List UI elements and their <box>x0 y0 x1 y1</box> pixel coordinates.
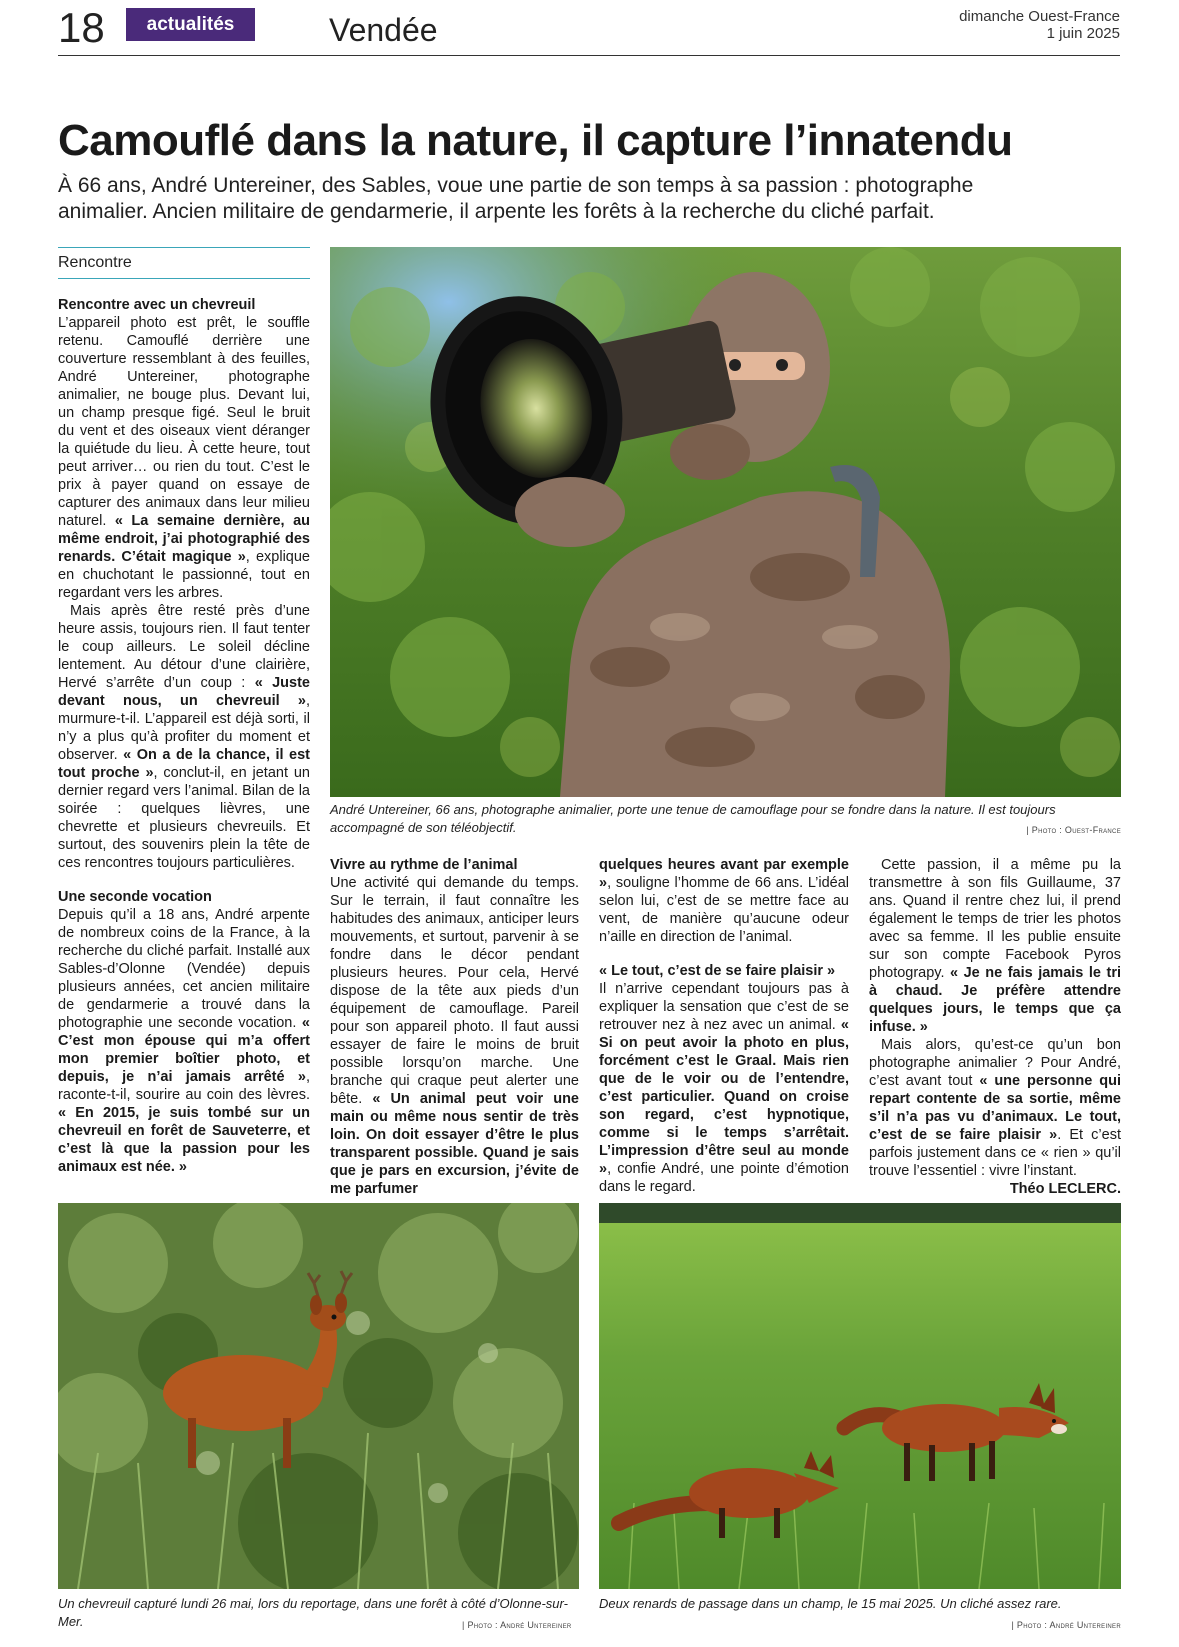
paragraph: quelques heures avant par exemple », souligne l’homme de 66 ans. L’idéal selon lui, c’est de se mettre face au vent, de manière qu’aucune odeur n’aille en direction de l’animal. <box>599 857 849 945</box>
paragraph: Il n’arrive cependant toujours pas à expliquer la sensation que c’est de se retrouver nez à nez avec un animal. « Si on peut avoir la photo en plus, forcément c’est le Graal. Mais rien que de le voir ou de l’entendre, c’est particulier. Quand on croise son regard, c’est hypnotique, comme si le temps s’arrêtait. L’impression d’être seul au monde », confie André, une pointe d’émotion dans le regard. <box>599 981 849 1195</box>
main-photo-caption: André Untereiner, 66 ans, photographe animalier, porte une tenue de camouflage pour se fondre dans la nature. Il est toujours accompagné de son téléobjectif. <box>330 802 1056 835</box>
paragraph: Cette passion, il a même pu la transmettre à son fils Guillaume, 37 ans. Quand il rentre chez lui, il prend également le temps de trier les photos avec sa femme. Il les publie ensuite sur son compte Facebook Pyros photograpy. « Je ne fais jamais le tri à chaud. Je préfère attendre quelques jours, le temps que ça infuse. » <box>869 857 1121 1035</box>
page-number: 18 <box>58 4 105 51</box>
column-1 <box>58 296 310 1176</box>
subheading-3: Vivre au rythme de l’animal <box>330 857 518 873</box>
main-photo-credit: | Photo : Ouest-France <box>1026 825 1121 835</box>
paragraph: Depuis qu’il a 18 ans, André arpente de nombreux coins de la France, à la recherche du cliché parfait. Installé aux Sables-d’Olonne (Vendée) depuis plusieurs années, cet ancien militaire de gendarmerie a trouvé dans la photographie une seconde vocation. « C’est mon épouse qui m’a offert mon premier boîtier photo, et depuis, je n’ai jamais arrêté », raconte-t-il, sourire au coin des lèvres. « En 2015, je suis tombé sur un chevreuil en forêt de Sauveterre, et c’est là que la passion pour les animaux est née. » <box>58 907 310 1175</box>
deer-photo <box>58 1203 579 1589</box>
rubric-badge: actualités <box>126 8 255 41</box>
fox-photo-credit: | Photo : André Untereiner <box>1011 1620 1121 1630</box>
author-signature: Théo LECLERC. <box>1009 1181 1121 1197</box>
column-2 <box>330 856 579 1198</box>
paragraph: L’appareil photo est prêt, le souffle retenu. Camouflé derrière une couverture ressemblant à des feuilles, André Untereiner, photographe animalier, ne bouge plus. Devant lui, un champ presque figé. Seul le bruit du vent et des oiseaux vient déranger la quiétude du lieu. À cette heure, tout peut arriver… ou rien du tout. C’est le prix à payer quand on essaye de capturer des animaux dans leur milieu naturel. « La semaine dernière, au même endroit, j’ai photographié des renards. C’était magique », explique en chuchotant le passionné, tout en regardant vers les arbres. <box>58 315 310 601</box>
fox-illustration <box>599 1203 1121 1589</box>
column-3 <box>599 856 849 1196</box>
page-header <box>58 6 1120 56</box>
article-title: Camouflé dans la nature, il capture l’innatendu <box>58 116 1013 165</box>
photographer-photo <box>330 247 1121 797</box>
deer-photo-caption: Un chevreuil capturé lundi 26 mai, lors du reportage, dans une forêt à côté d’Olonne-sur-Mer. <box>58 1596 568 1629</box>
subheading-4: « Le tout, c’est de se faire plaisir » <box>599 963 836 979</box>
column-4 <box>869 856 1121 1198</box>
paragraph: Une activité qui demande du temps. Sur le terrain, il faut connaître les habitudes des animaux, anticiper leurs mouvements, et surtout, parvenir à se fondre dans le décor pendant plusieurs heures. Pour cela, Hervé dispose de la tête aux pieds d’un équipement de camouflage. Pareil pour son appareil photo. Il faut aussi essayer de faire le moins de bruit possible lorsqu’on marche. Une branche qui craque peut alerter une bête. « Un animal peut voir une main ou même nous sentir de très loin. On doit essayer d’être le plus transparent possible. Quand je sais que je pars en excursion, j’évite de me parfumer <box>330 875 579 1197</box>
date-line-1: dimanche Ouest-France <box>959 8 1120 25</box>
deer-illustration <box>58 1203 579 1589</box>
subheading-1: Rencontre avec un chevreuil <box>58 297 256 313</box>
region-title: Vendée <box>329 12 438 48</box>
issue-date <box>959 8 1120 42</box>
paragraph: Mais alors, qu’est-ce qu’un bon photographe animalier ? Pour André, c’est avant tout « une personne qui repart contente de sa sortie, même s’il n’a pas vu d’animaux. Le tout, c’est de se faire plaisir ». Et c’est parfois justement dans ce « rien » qu’il trouve l’essentiel : vivre l’instant. <box>869 1037 1121 1179</box>
paragraph: Mais après être resté près d’une heure assis, toujours rien. Il faut tenter le coup ailleurs. Le soleil décline lentement. Au détour d’une clairière, Hervé s’arrête d’un coup : « Juste devant nous, un chevreuil », murmure-t-il. L’appareil est déjà sorti, il n’y a plus qu’à profiter du moment et observer. « On a de la chance, il est tout proche », conclut-il, en jetant un dernier regard vers l’animal. Bilan de la soirée : quelques lièvres, une chevrette et plusieurs chevreuils. Et surtout, des souvenirs plein la tête de ces rencontres toujours particulières. <box>58 603 310 871</box>
photographer-illustration <box>330 247 1121 797</box>
article-lead: À 66 ans, André Untereiner, des Sables, voue une partie de son temps à sa passion : photographe animalier. Ancien militaire de gendarmerie, il arpente les forêts à la recherche du cliché parfait. <box>58 174 974 223</box>
fox-photo <box>599 1203 1121 1589</box>
deer-photo-credit: | Photo : André Untereiner <box>462 1620 572 1630</box>
fox-photo-caption: Deux renards de passage dans un champ, le 15 mai 2025. Un cliché assez rare. <box>599 1596 1062 1611</box>
subheading-2: Une seconde vocation <box>58 889 212 905</box>
date-line-2: 1 juin 2025 <box>1046 25 1120 42</box>
article-kicker: Rencontre <box>58 247 310 279</box>
